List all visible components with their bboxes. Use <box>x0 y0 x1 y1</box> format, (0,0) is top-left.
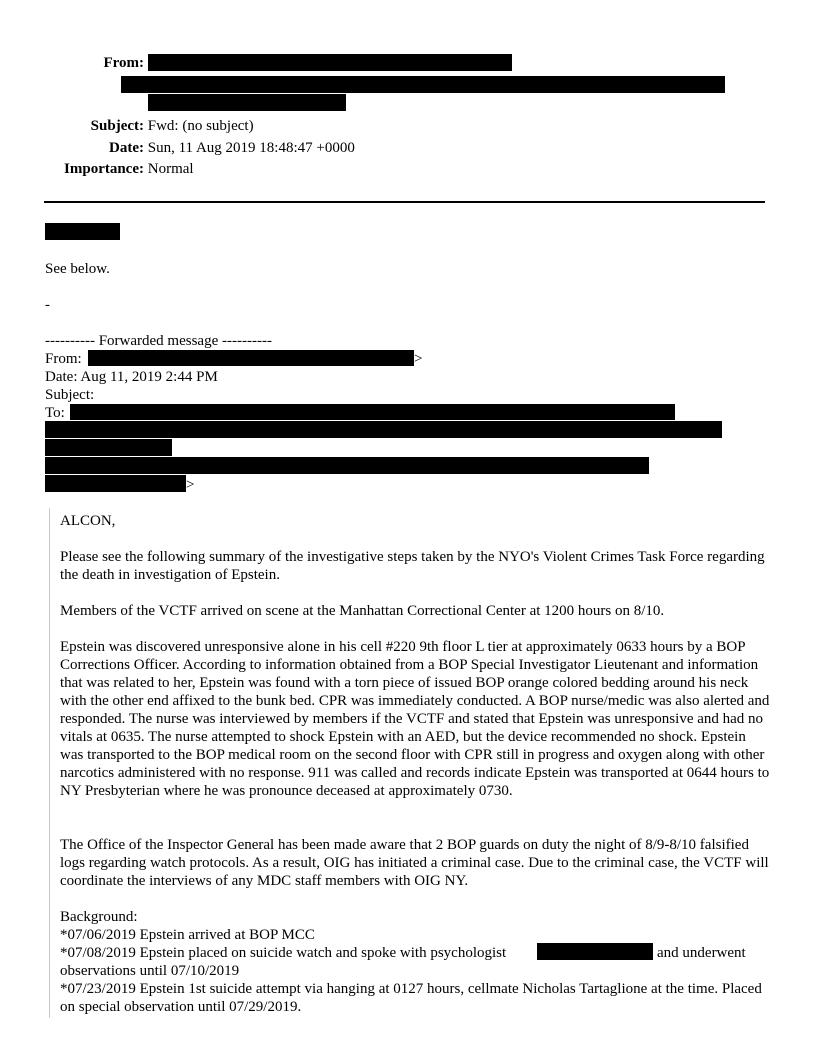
fwd-to-label: To: <box>45 405 65 421</box>
quote-bar <box>49 508 50 1018</box>
redaction-to-line-5 <box>45 475 186 492</box>
paragraph-discovery: Epstein was discovered unresponsive alone in his cell #220 9th floor L tier at approximately 0633 hours by a BOP Corrections Officer. According to information obtained from a BOP Special Investigator Lieutenant and information that was related to her, Epstein was found with a torn piece of issued BOP orange colored bedding around his neck with the other end affixed to the bunk bed. CPR was immediately conducted. A BOP nurse/medic was also alerted and responded. The nurse was interviewed by members if the VCTF and stated that Epstein was unresponsive and had no vitals at 0635. The nurse attempted to shock Epstein with an AED, but the device recommended no shock. Epstein was transported to the BOP medical room on the second floor with CPR still in progress and oxygen along with other narcotics administered with no response. 911 was called and records indicate Epstein was transported at 0644 hours to NY Presbyterian where he was pronounce deceased at approximately 0730. <box>60 639 770 799</box>
redaction-salutation <box>45 223 120 240</box>
background-label: Background: <box>60 909 138 925</box>
paragraph-summary-intro: Please see the following summary of the investigative steps taken by the NYO's Violent Crimes Task Force regarding the death in investigation of Epstein. <box>60 549 765 583</box>
from-label: From: <box>103 55 144 71</box>
background-item-2-cont: observations until 07/10/2019 <box>60 963 240 979</box>
background-item-2-start: *07/08/2019 Epstein placed on suicide watch and spoke with psychologist <box>60 945 507 961</box>
fwd-date-line: Date: Aug 11, 2019 2:44 PM <box>45 369 218 385</box>
subject-value: Fwd: (no subject) <box>147 118 254 134</box>
background-item-2-end: and underwent <box>657 945 746 961</box>
fwd-from-label: From: <box>45 351 82 367</box>
header-date-row <box>44 139 355 157</box>
importance-label: Importance: <box>64 161 144 177</box>
fwd-subject-line: Subject: <box>45 387 95 403</box>
redaction-to-line-2 <box>45 421 722 438</box>
background-item-1: *07/06/2019 Epstein arrived at BOP MCC <box>60 927 315 943</box>
date-label: Date: <box>109 140 144 156</box>
header-from-row <box>44 54 144 72</box>
header-subject-row <box>44 117 254 135</box>
header-importance-row <box>44 160 194 178</box>
redaction-from-line-1 <box>148 54 512 71</box>
redaction-fwd-from <box>88 350 414 366</box>
redaction-from-line-2 <box>121 76 725 93</box>
paragraph-oig: The Office of the Inspector General has been made aware that 2 BOP guards on duty the night of 8/9-8/10 falsified logs regarding watch protocols. As a result, OIG has initiated a criminal case. Due to the criminal case, the VCTF will coordinate the interviews of any MDC staff members with OIG NY. <box>60 837 769 889</box>
subject-label: Subject: <box>90 118 144 134</box>
fwd-to-close: > <box>186 477 195 493</box>
date-value: Sun, 11 Aug 2019 18:48:47 +0000 <box>147 140 355 156</box>
paragraph-arrival: Members of the VCTF arrived on scene at the Manhattan Correctional Center at 1200 hours on 8/10. <box>60 603 665 619</box>
redaction-to-line-1 <box>70 404 675 420</box>
background-item-3: *07/23/2019 Epstein 1st suicide attempt via hanging at 0127 hours, cellmate Nicholas Tartaglione at the time. Placed on special observation until 07/29/2019. <box>60 981 762 1015</box>
redaction-psychologist <box>537 943 653 960</box>
fwd-from-close: > <box>414 351 423 367</box>
redaction-to-line-4 <box>45 457 649 474</box>
dash-text: - <box>45 297 50 313</box>
see-below-text: See below. <box>45 261 110 277</box>
forwarded-banner: ---------- Forwarded message ---------- <box>45 333 272 349</box>
header-divider <box>44 201 765 203</box>
redaction-from-line-3 <box>148 94 346 111</box>
redaction-to-line-3 <box>45 439 172 456</box>
importance-value: Normal <box>147 161 194 177</box>
greeting: ALCON, <box>60 513 116 529</box>
